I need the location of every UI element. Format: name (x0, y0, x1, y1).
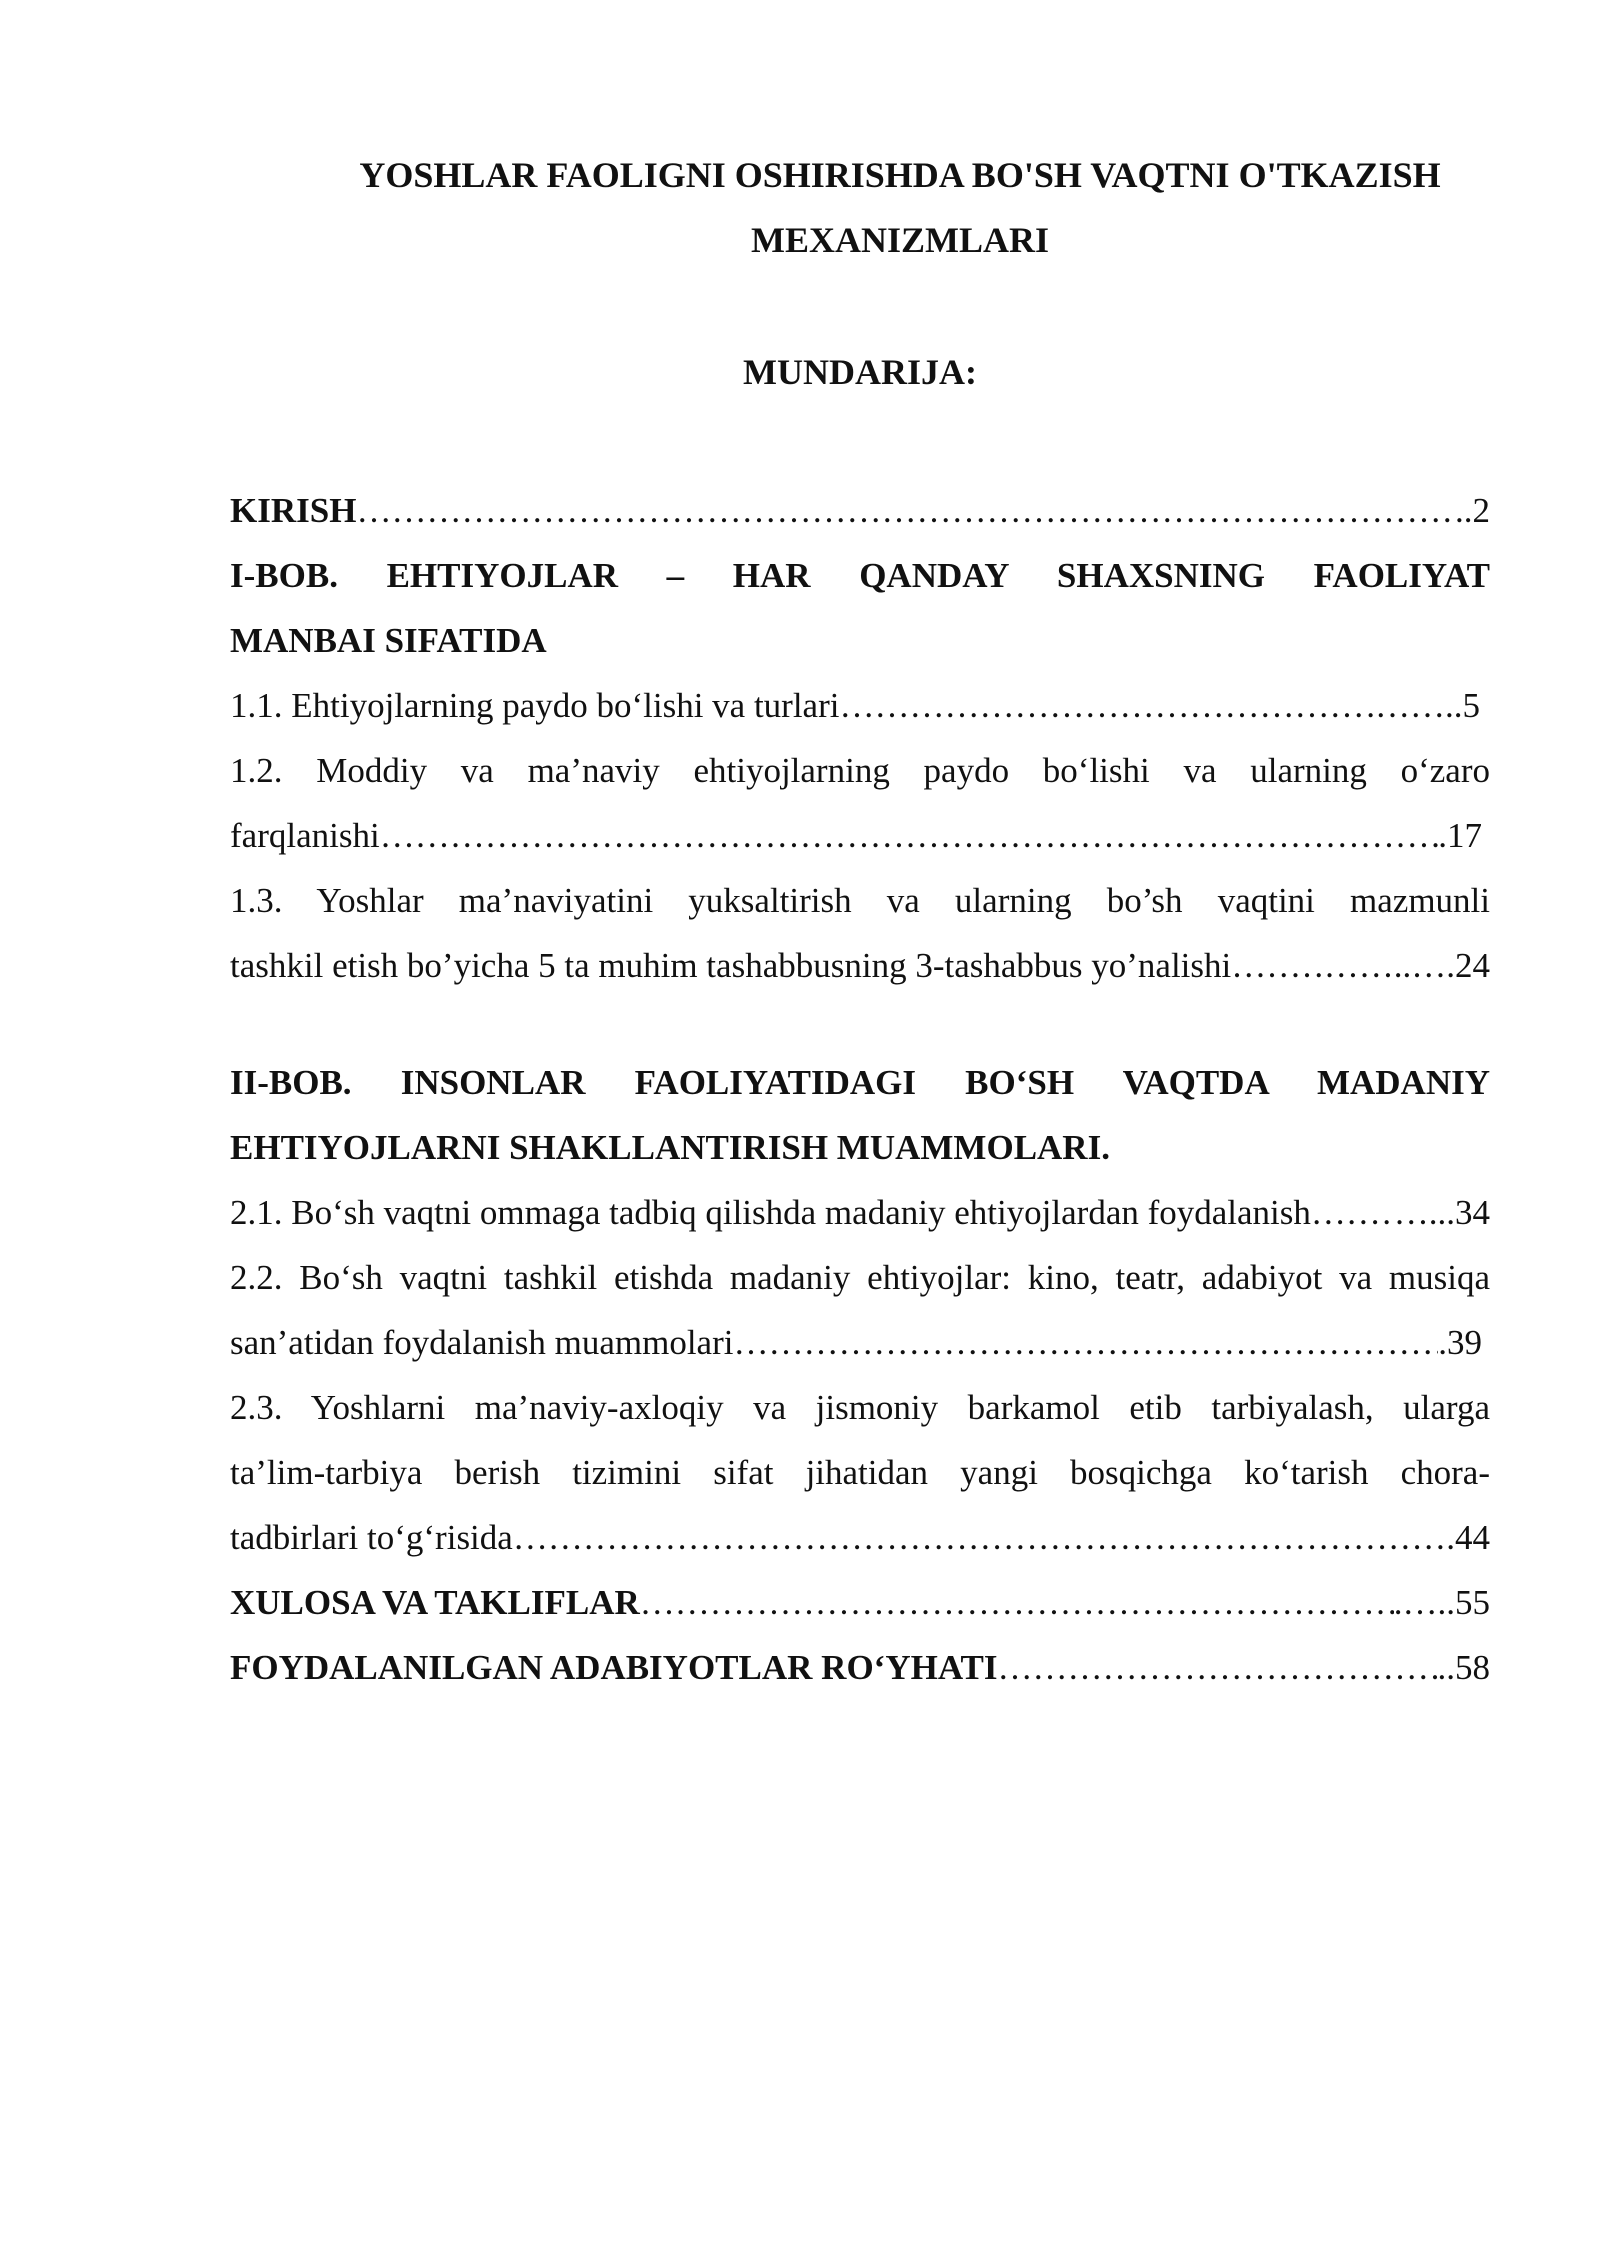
toc-page-number: ..58 (1437, 1648, 1490, 1687)
toc-page-number: .…..55 (1393, 1583, 1490, 1622)
dot-leader (997, 1635, 1437, 1700)
dot-leader (513, 1505, 1446, 1570)
toc-entry-1-3-line-1: 1.3. Yoshlar ma’naviyatini yuksaltirish va ularning bo’sh vaqtini mazmunli (230, 881, 1490, 920)
section-spacer (230, 998, 1490, 1050)
toc-entry-2-3-line-2: ta’lim-tarbiya berish tizimini sifat jihatidan yangi bosqichga ko‘tarish chora- (230, 1453, 1490, 1492)
document-title-line-1: YOSHLAR FAOLIGNI OSHIRISHDA BO'SH VAQTNI O'TKAZISH (359, 155, 1441, 195)
toc-entry-adabiyotlar (230, 1635, 1490, 1700)
toc-chapter-1-line-2: MANBAI SIFATIDA (230, 621, 547, 660)
toc-entry-title: 2.1. Bo‘sh vaqtni ommaga tadbiq qilishda madaniy ehtiyojlardan foydalanish (230, 1193, 1311, 1232)
toc-entry-1-3 (230, 933, 1490, 998)
toc-entry-title: farqlanishi (230, 816, 380, 855)
toc-entry-2-2-line-1: 2.2. Bo‘sh vaqtni tashkil etishda madaniy ehtiyojlar: kino, teatr, adabiyot va musiqa (230, 1258, 1490, 1297)
dot-leader (380, 803, 1439, 868)
dot-leader (839, 673, 1366, 738)
dot-leader (733, 1310, 1438, 1375)
toc-entry-2-3-line-1: 2.3. Yoshlarni ma’naviy-axloqiy va jismoniy barkamol etib tarbiyalash, ularga (230, 1388, 1490, 1427)
dot-leader (1311, 1180, 1394, 1245)
toc-page-number: .39 (1438, 1323, 1482, 1362)
table-of-contents (230, 478, 1490, 1700)
toc-entry-kirish (230, 478, 1490, 543)
toc-entry-1-1 (230, 673, 1480, 738)
toc-page-number: ……..….24 (1323, 946, 1490, 985)
dot-leader (356, 478, 1455, 543)
toc-entry-xulosa (230, 1570, 1490, 1635)
toc-entry-title: 1.1. Ehtiyojlarning paydo bo‘lishi va turlari (230, 686, 840, 725)
dot-leader (640, 1570, 1394, 1635)
toc-entry-1-2-line-1: 1.2. Moddiy va ma’naviy ehtiyojlarning paydo bo‘lishi va ularning o‘zaro (230, 751, 1490, 790)
toc-page-number: ..2 (1455, 491, 1490, 530)
toc-page-number: .……..5 (1366, 686, 1480, 725)
toc-entry-2-2 (230, 1310, 1482, 1375)
toc-entry-2-3 (230, 1505, 1490, 1570)
toc-entry-title: tashkil etish bo’yicha 5 ta muhim tashabbusning 3-tashabbus yo’nalishi (230, 946, 1232, 985)
toc-heading: MUNDARIJA: (743, 352, 977, 392)
toc-entry-title: FOYDALANILGAN ADABIYOTLAR RO‘YHATI (230, 1648, 998, 1687)
toc-page-number: .17 (1438, 816, 1482, 855)
toc-entry-title: san’atidan foydalanish muammolari (230, 1323, 734, 1362)
toc-page-number: .44 (1446, 1518, 1490, 1557)
toc-entry-title: XULOSA VA TAKLIFLAR (230, 1583, 640, 1622)
toc-chapter-2-line-2: EHTIYOJLARNI SHAKLLANTIRISH MUAMMOLARI. (230, 1128, 1110, 1167)
toc-chapter-1-line-1: I-BOB. EHTIYOJLAR – HAR QANDAY SHAXSNING FAOLIYAT (230, 556, 1490, 595)
document-title-line-2: MEXANIZMLARI (750, 220, 1049, 260)
toc-entry-1-2 (230, 803, 1482, 868)
toc-entry-title: tadbirlari to‘g‘risida (230, 1518, 513, 1557)
dot-leader (1231, 933, 1324, 998)
toc-entry-2-1 (230, 1180, 1490, 1245)
toc-entry-title: KIRISH (230, 491, 357, 530)
toc-page-number: …...34 (1393, 1193, 1490, 1232)
toc-chapter-2-line-1: II-BOB. INSONLAR FAOLIYATIDAGI BO‘SH VAQTDA MADANIY (230, 1063, 1490, 1102)
